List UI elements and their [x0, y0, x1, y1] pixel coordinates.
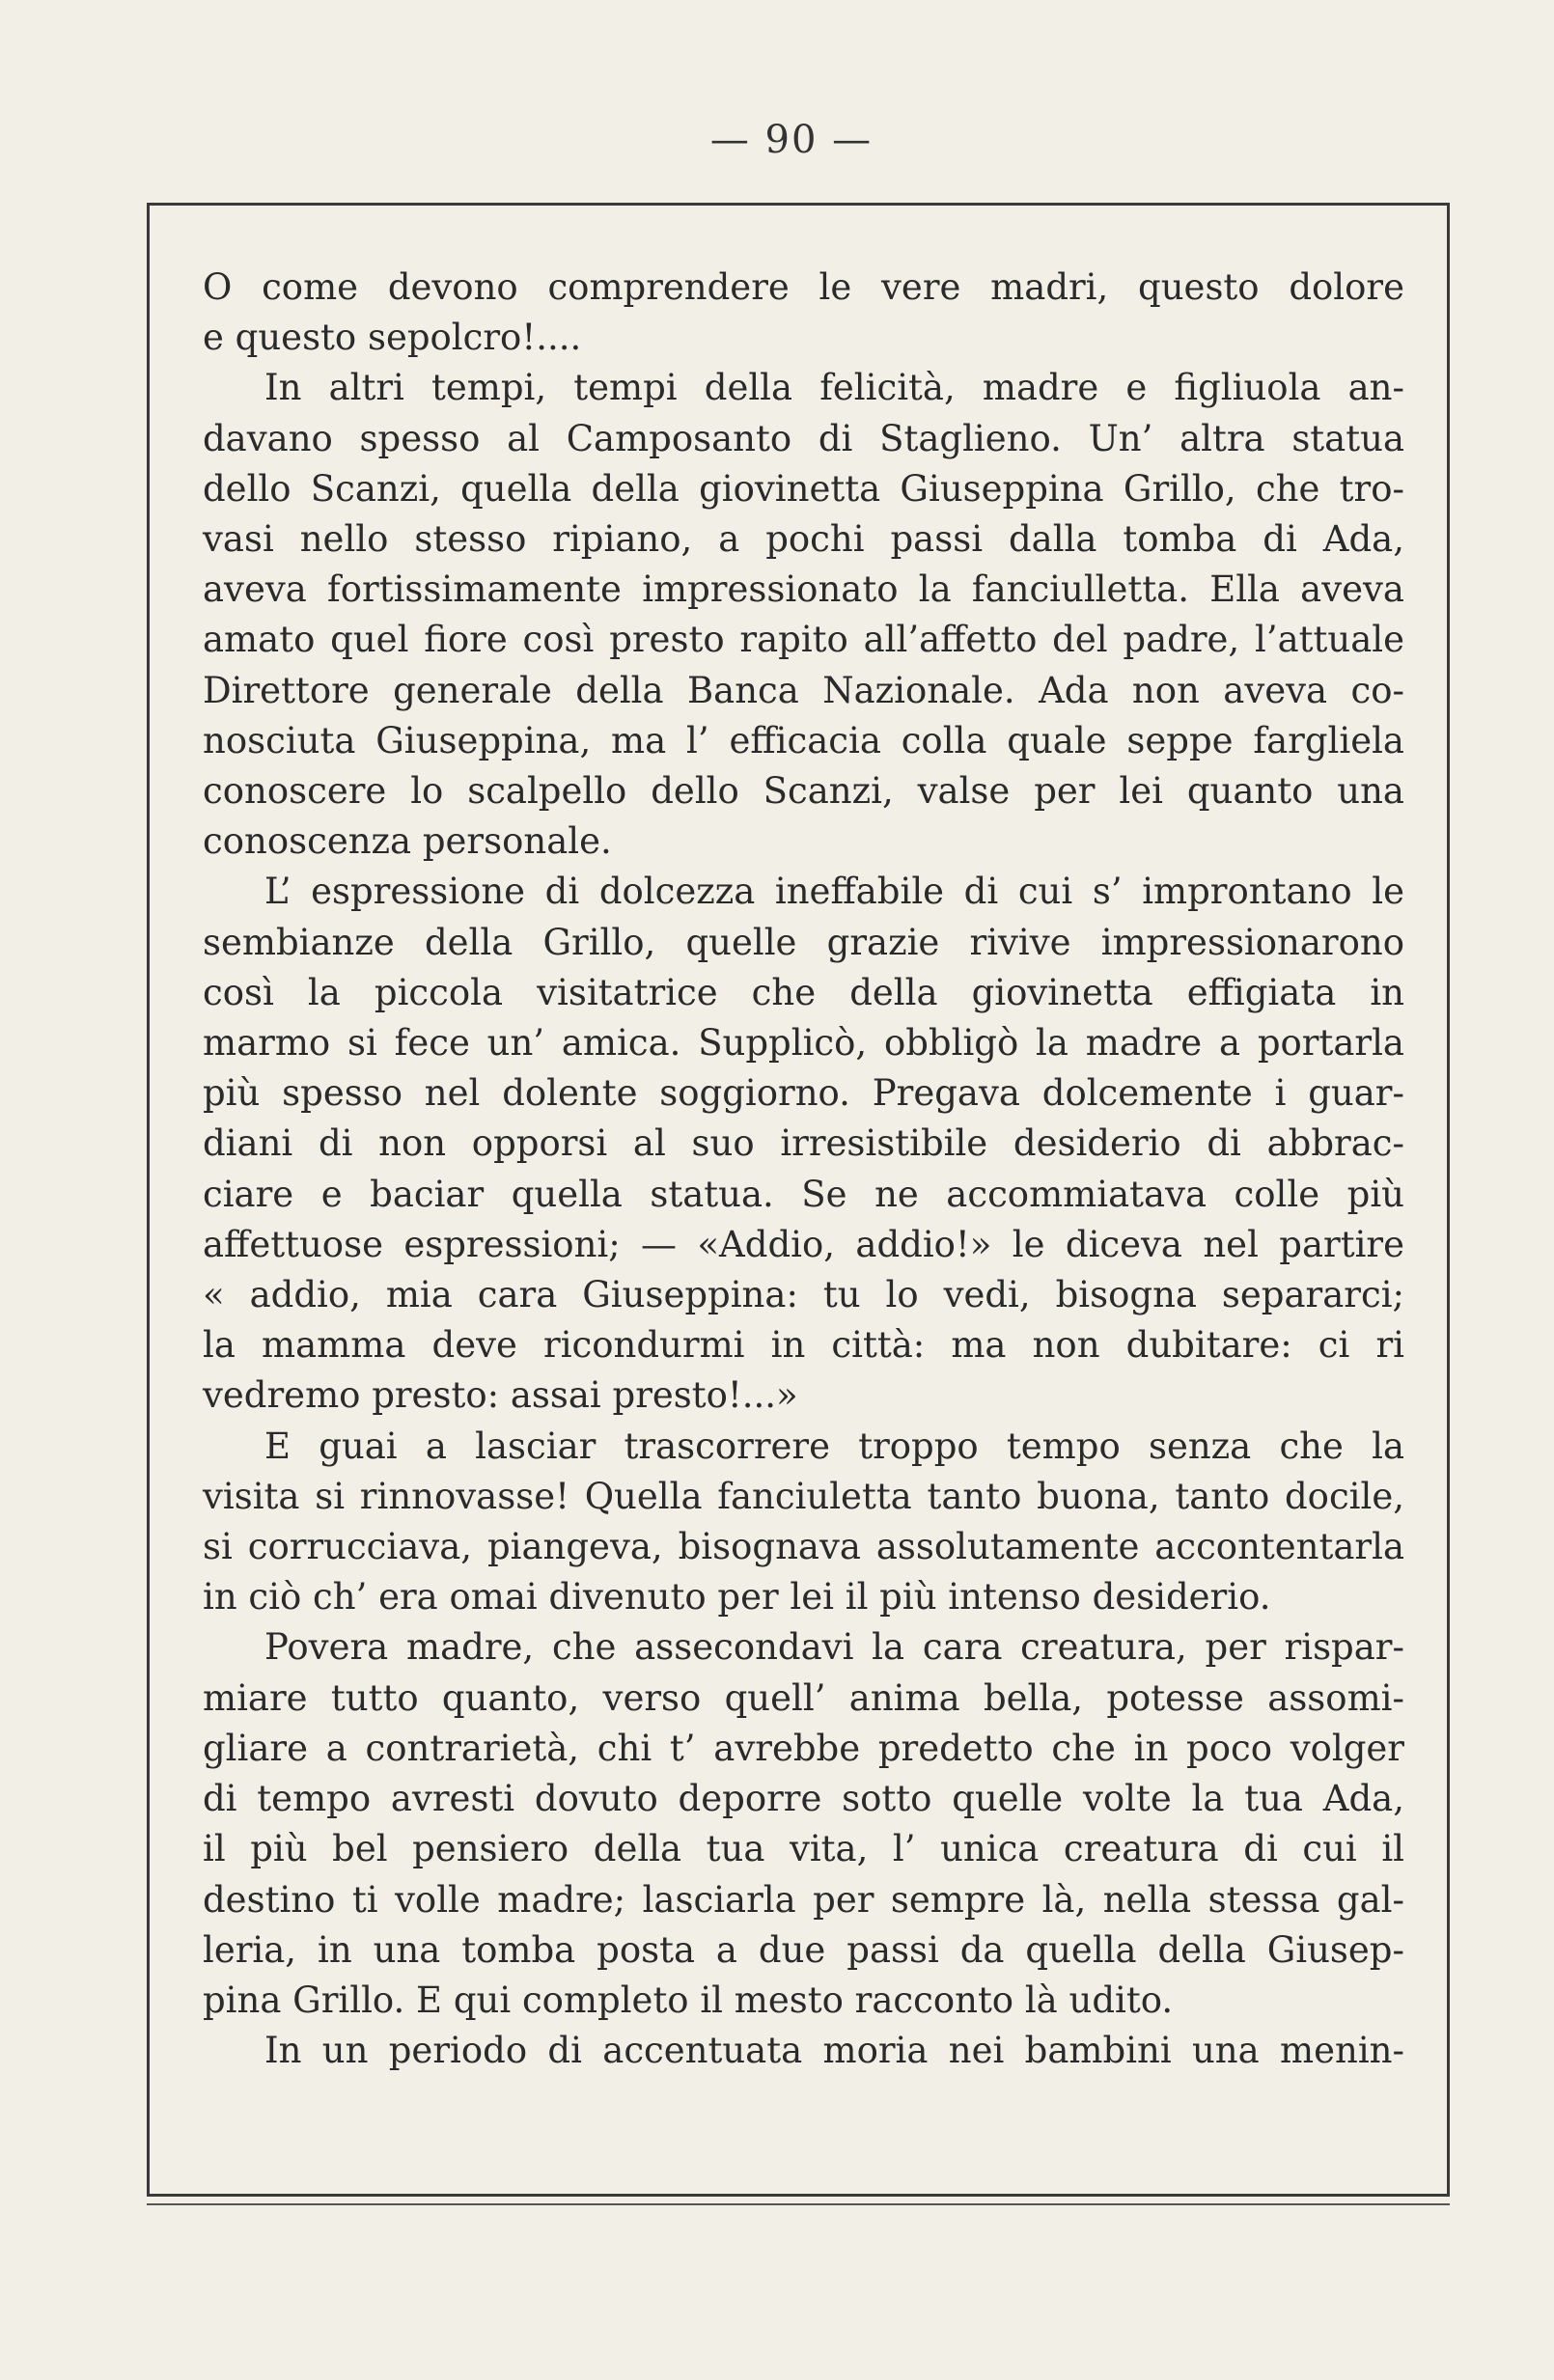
- text-line: davano spesso al Camposanto di Staglieno. Un’ altra statua: [203, 417, 1404, 459]
- text-line: « addio, mia cara Giuseppina: tu lo vedi, bisogna separarci;: [203, 1274, 1404, 1316]
- text-line: affettuose espressioni; — «Addio, addio!» le diceva nel partire: [203, 1223, 1404, 1265]
- text-line: di tempo avresti dovuto deporre sotto quelle volte la tua Ada,: [203, 1778, 1404, 1820]
- body-text: [203, 263, 1404, 2076]
- text-line: pina Grillo. E qui completo il mesto racconto là udito.: [203, 1979, 1174, 2021]
- text-line: vedremo presto: assai presto!...»: [203, 1374, 798, 1417]
- text-line: e questo sepolcro!....: [203, 317, 582, 359]
- text-line: O come devono comprendere le vere madri, questo dolore: [203, 266, 1404, 308]
- text-line: In altri tempi, tempi della felicità, madre e figliuola an-: [264, 367, 1404, 409]
- text-line: diani di non opporsi al suo irresistibile desiderio di abbrac-: [203, 1122, 1404, 1165]
- text-line: amato quel fiore così presto rapito all’affetto del padre, l’attuale: [203, 619, 1404, 661]
- text-line: E guai a lasciar trascorrere troppo tempo senza che la: [264, 1425, 1404, 1467]
- text-line: così la piccola visitatrice che della giovinetta effigiata in: [203, 971, 1404, 1013]
- text-line: miare tutto quanto, verso quell’ anima bella, potesse assomi-: [203, 1676, 1404, 1719]
- text-line: marmo si fece un’ amica. Supplicò, obbligò la madre a portarla: [203, 1022, 1404, 1065]
- text-line: gliare a contrarietà, chi t’ avrebbe predetto che in poco volger: [203, 1727, 1404, 1769]
- text-line: il più bel pensiero della tua vita, l’ unica creatura di cui il: [203, 1828, 1404, 1870]
- text-line: nosciuta Giuseppina, ma l’ efficacia colla quale seppe fargliela: [203, 719, 1404, 761]
- text-line: vasi nello stesso ripiano, a pochi passi dalla tomba di Ada,: [203, 518, 1404, 561]
- text-line: la mamma deve ricondurmi in città: ma non dubitare: ci ri: [203, 1324, 1404, 1367]
- text-line: visita si rinnovasse! Quella fanciuletta tanto buona, tanto docile,: [203, 1475, 1404, 1517]
- text-line: si corrucciava, piangeva, bisognava assolutamente accontentarla: [203, 1526, 1404, 1568]
- text-line: destino ti volle madre; lasciarla per sempre là, nella stessa gal-: [203, 1878, 1404, 1921]
- text-line: Direttore generale della Banca Nazionale. Ada non aveva co-: [203, 669, 1404, 711]
- text-line: conoscere lo scalpello dello Scanzi, valse per lei quanto una: [203, 770, 1404, 813]
- text-line: più spesso nel dolente soggiorno. Pregava dolcemente i guar-: [203, 1072, 1404, 1115]
- text-line: dello Scanzi, quella della giovinetta Giuseppina Grillo, che tro-: [203, 467, 1404, 510]
- text-line: conoscenza personale.: [203, 820, 612, 863]
- text-line: Povera madre, che assecondavi la cara creatura, per rispar-: [264, 1626, 1404, 1669]
- text-line: In un periodo di accentuata moria nei bambini una menin-: [264, 2030, 1404, 2072]
- text-line: leria, in una tomba posta a due passi da quella della Giusep-: [203, 1928, 1404, 1971]
- text-line: ciare e baciar quella statua. Se ne accommiatava colle più: [203, 1173, 1404, 1215]
- text-line: aveva fortissimamente impressionato la fanciulletta. Ella aveva: [203, 568, 1404, 611]
- page-number: — 90 —: [709, 118, 874, 162]
- text-line: in ciò ch’ era omai divenuto per lei il più intenso desiderio.: [203, 1576, 1271, 1619]
- text-line: L’ espressione di dolcezza ineffabile di cui s’ improntano le: [264, 871, 1404, 913]
- text-line: sembianze della Grillo, quelle grazie rivive impressionarono: [203, 921, 1404, 963]
